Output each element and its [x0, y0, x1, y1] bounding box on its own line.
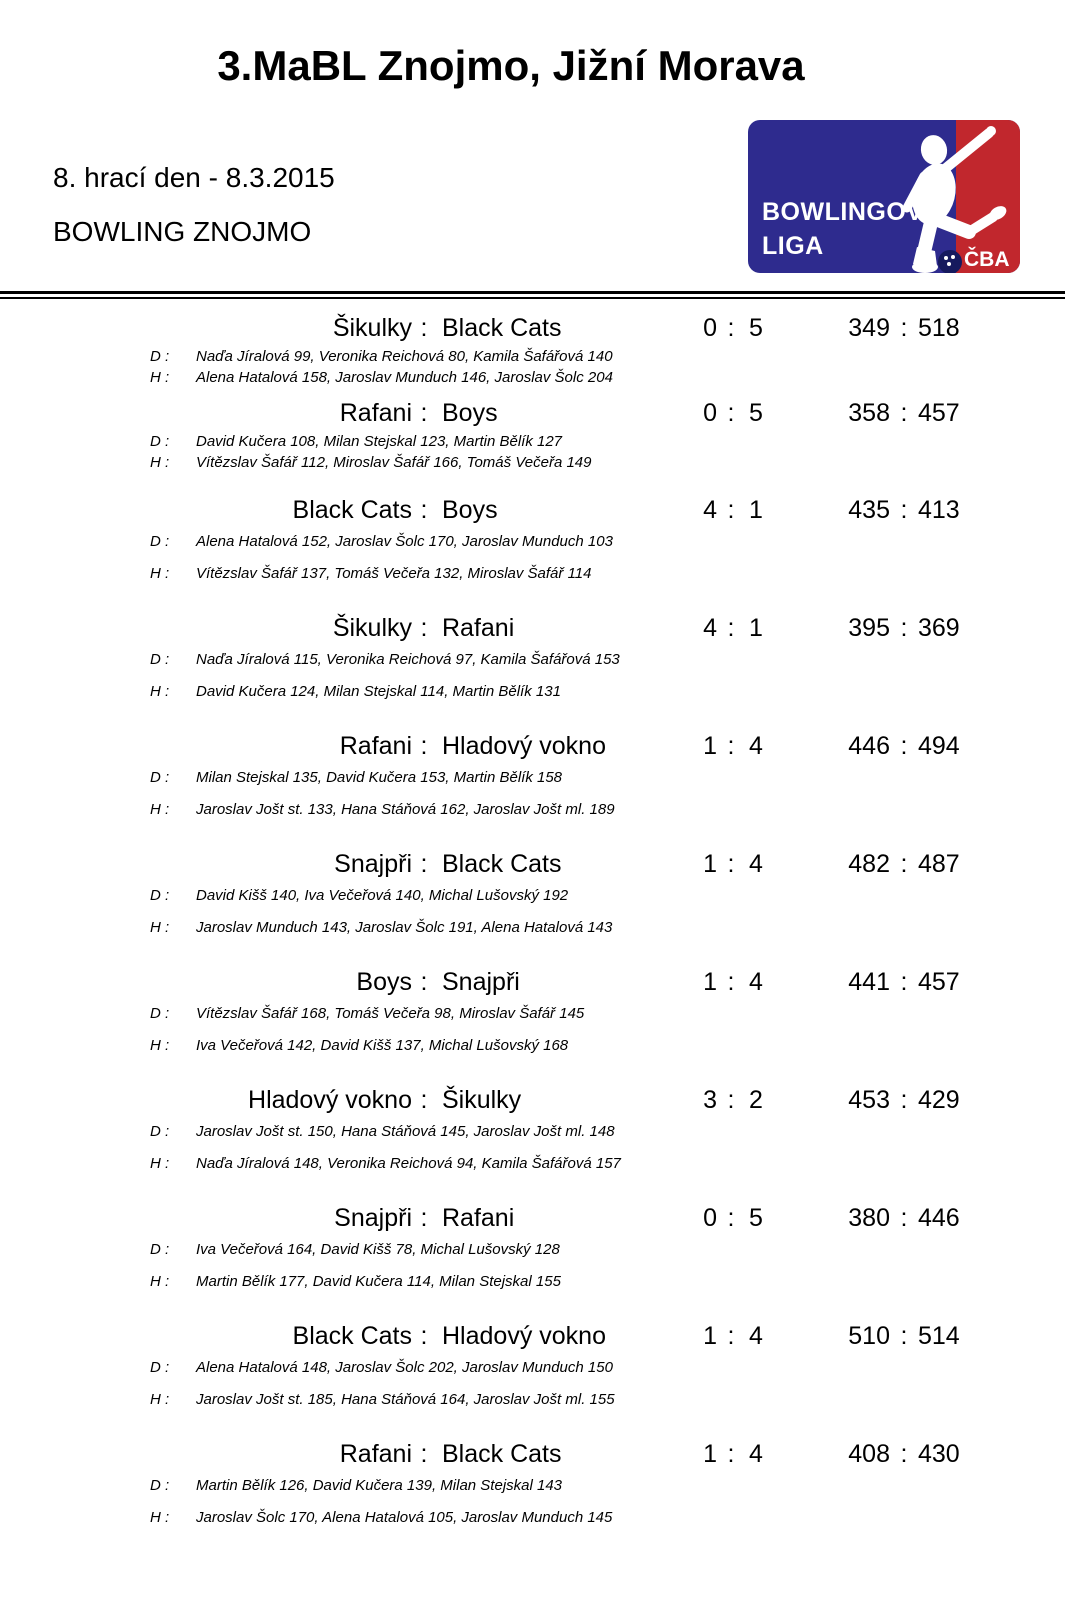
away-row-label: H : — [150, 1155, 170, 1172]
home-players-scores: Alena Hatalová 152, Jaroslav Šolc 170, Jaroslav Munduch 103 — [196, 533, 613, 550]
venue-name: BOWLING ZNOJMO — [53, 216, 312, 247]
home-team-name: Šikulky — [332, 614, 412, 642]
page-title: 3.MaBL Znojmo, Jižní Morava — [217, 42, 805, 89]
away-players-row — [0, 1272, 1065, 1291]
home-row-label: D : — [150, 348, 170, 365]
match-result-block — [0, 967, 1065, 1055]
away-row-label: H : — [150, 565, 170, 582]
home-team-name: Black Cats — [292, 1322, 412, 1350]
match-result-block — [0, 313, 1065, 387]
away-players-row — [0, 368, 1065, 387]
away-pinfall: 429 — [918, 1086, 960, 1114]
home-players-scores: Alena Hatalová 148, Jaroslav Šolc 202, Jaroslav Munduch 150 — [196, 1359, 613, 1376]
home-players-scores: Iva Večeřová 164, David Kišš 78, Michal Lušovský 128 — [196, 1241, 560, 1258]
home-players-scores: Milan Stejskal 135, David Kučera 153, Martin Bělík 158 — [196, 769, 563, 786]
points-separator-colon: : — [727, 1322, 735, 1350]
home-row-label: D : — [150, 533, 170, 550]
away-row-label: H : — [150, 1273, 170, 1290]
away-team-name: Boys — [442, 496, 498, 524]
pinfall-separator-colon: : — [900, 496, 908, 524]
home-points: 1 — [703, 1322, 717, 1350]
away-players-row — [0, 1508, 1065, 1527]
cba-badge-label: ČBA — [964, 248, 1010, 271]
away-points: 4 — [749, 1440, 763, 1468]
team-separator-colon: : — [420, 732, 428, 760]
match-result-block — [0, 613, 1065, 701]
away-points: 4 — [749, 850, 763, 878]
home-pinfall: 349 — [848, 314, 890, 342]
away-points: 5 — [749, 399, 763, 427]
away-points: 1 — [749, 496, 763, 524]
away-players-row — [0, 682, 1065, 701]
home-players-scores: Vítězslav Šafář 168, Tomáš Večeřa 98, Miroslav Šafář 145 — [196, 1005, 585, 1022]
away-team-name: Black Cats — [442, 850, 562, 878]
points-separator-colon: : — [727, 732, 735, 760]
home-pinfall: 395 — [848, 614, 890, 642]
match-title-row — [0, 731, 1065, 761]
away-row-label: H : — [150, 919, 170, 936]
team-separator-colon: : — [420, 968, 428, 996]
bowling-ball-icon — [938, 250, 962, 273]
away-players-scores: Vítězslav Šafář 112, Miroslav Šafář 166, Tomáš Večeřa 149 — [196, 454, 592, 471]
home-points: 0 — [703, 314, 717, 342]
team-separator-colon: : — [420, 1086, 428, 1114]
logo-text-line1: BOWLINGOVÁ — [762, 198, 942, 226]
team-separator-colon: : — [420, 614, 428, 642]
home-pinfall: 408 — [848, 1440, 890, 1468]
home-players-row — [0, 432, 1065, 451]
away-row-label: H : — [150, 1391, 170, 1408]
match-result-block — [0, 495, 1065, 583]
team-separator-colon: : — [420, 399, 428, 427]
pinfall-separator-colon: : — [900, 968, 908, 996]
home-players-row — [0, 650, 1065, 669]
away-row-label: H : — [150, 369, 170, 386]
away-team-name: Rafani — [442, 614, 515, 642]
home-players-row — [0, 1476, 1065, 1495]
match-title-row — [0, 398, 1065, 428]
logo-text-line2: LIGA — [762, 232, 824, 260]
team-separator-colon: : — [420, 1204, 428, 1232]
match-title-row — [0, 495, 1065, 525]
home-pinfall: 380 — [848, 1204, 890, 1232]
away-points: 1 — [749, 614, 763, 642]
home-players-row — [0, 768, 1065, 787]
header-divider-double-rule — [0, 291, 1065, 299]
home-team-name: Boys — [356, 968, 412, 996]
match-result-block — [0, 1085, 1065, 1173]
away-row-label: H : — [150, 683, 170, 700]
match-title-row — [0, 849, 1065, 879]
home-points: 4 — [703, 496, 717, 524]
team-separator-colon: : — [420, 1440, 428, 1468]
away-team-name: Black Cats — [442, 314, 562, 342]
away-players-scores: Martin Bělík 177, David Kučera 114, Milan Stejskal 155 — [196, 1273, 561, 1290]
match-result-block — [0, 398, 1065, 472]
away-team-name: Boys — [442, 399, 498, 427]
home-pinfall: 510 — [848, 1322, 890, 1350]
home-team-name: Rafani — [339, 1440, 412, 1468]
team-separator-colon: : — [420, 496, 428, 524]
away-points: 4 — [749, 1322, 763, 1350]
away-players-row — [0, 800, 1065, 819]
match-result-block — [0, 731, 1065, 819]
away-players-scores: David Kučera 124, Milan Stejskal 114, Martin Bělík 131 — [196, 683, 561, 700]
away-pinfall: 487 — [918, 850, 960, 878]
home-pinfall: 482 — [848, 850, 890, 878]
away-players-scores: Alena Hatalová 158, Jaroslav Munduch 146, Jaroslav Šolc 204 — [196, 369, 613, 386]
home-points: 1 — [703, 850, 717, 878]
away-row-label: H : — [150, 801, 170, 818]
points-separator-colon: : — [727, 399, 735, 427]
away-players-scores: Jaroslav Munduch 143, Jaroslav Šolc 191, Alena Hatalová 143 — [196, 919, 613, 936]
match-day-date: 8. hrací den - 8.3.2015 — [53, 162, 335, 193]
away-players-scores: Jaroslav Jošt st. 133, Hana Stáňová 162, Jaroslav Jošt ml. 189 — [196, 801, 615, 818]
away-players-row — [0, 453, 1065, 472]
home-team-name: Šikulky — [332, 314, 412, 342]
away-players-scores: Jaroslav Šolc 170, Alena Hatalová 105, Jaroslav Munduch 145 — [196, 1509, 613, 1526]
away-points: 4 — [749, 968, 763, 996]
away-pinfall: 413 — [918, 496, 960, 524]
away-team-name: Hladový vokno — [442, 1322, 606, 1350]
match-title-row — [0, 613, 1065, 643]
team-separator-colon: : — [420, 314, 428, 342]
match-title-row — [0, 1085, 1065, 1115]
home-players-row — [0, 532, 1065, 551]
home-pinfall: 435 — [848, 496, 890, 524]
match-result-block — [0, 1321, 1065, 1409]
home-row-label: D : — [150, 887, 170, 904]
home-team-name: Black Cats — [292, 496, 412, 524]
away-players-row — [0, 918, 1065, 937]
home-team-name: Hladový vokno — [248, 1086, 412, 1114]
home-points: 1 — [703, 732, 717, 760]
home-pinfall: 453 — [848, 1086, 890, 1114]
home-players-scores: Naďa Jíralová 115, Veronika Reichová 97, Kamila Šafářová 153 — [196, 651, 620, 668]
home-players-scores: Naďa Jíralová 99, Veronika Reichová 80, Kamila Šafářová 140 — [196, 348, 613, 365]
home-points: 3 — [703, 1086, 717, 1114]
home-players-row — [0, 1004, 1065, 1023]
home-row-label: D : — [150, 433, 170, 450]
away-pinfall: 518 — [918, 314, 960, 342]
away-pinfall: 494 — [918, 732, 960, 760]
pinfall-separator-colon: : — [900, 732, 908, 760]
match-title-row — [0, 1203, 1065, 1233]
pinfall-separator-colon: : — [900, 1440, 908, 1468]
home-points: 4 — [703, 614, 717, 642]
points-separator-colon: : — [727, 1204, 735, 1232]
away-pinfall: 457 — [918, 399, 960, 427]
points-separator-colon: : — [727, 314, 735, 342]
team-separator-colon: : — [420, 850, 428, 878]
away-players-scores: Naďa Jíralová 148, Veronika Reichová 94, Kamila Šafářová 157 — [196, 1155, 621, 1172]
away-pinfall: 457 — [918, 968, 960, 996]
home-pinfall: 358 — [848, 399, 890, 427]
away-pinfall: 430 — [918, 1440, 960, 1468]
pinfall-separator-colon: : — [900, 614, 908, 642]
points-separator-colon: : — [727, 1440, 735, 1468]
match-results-list — [0, 300, 1065, 1557]
match-title-row — [0, 313, 1065, 343]
home-points: 0 — [703, 399, 717, 427]
match-result-block — [0, 849, 1065, 937]
match-result-block — [0, 1203, 1065, 1291]
points-separator-colon: : — [727, 1086, 735, 1114]
team-separator-colon: : — [420, 1322, 428, 1350]
match-result-block — [0, 1439, 1065, 1527]
away-team-name: Snajpři — [442, 968, 520, 996]
home-row-label: D : — [150, 651, 170, 668]
home-points: 1 — [703, 1440, 717, 1468]
away-team-name: Black Cats — [442, 1440, 562, 1468]
away-players-row — [0, 1036, 1065, 1055]
home-players-row — [0, 347, 1065, 366]
away-team-name: Rafani — [442, 1204, 515, 1232]
home-team-name: Snajpři — [334, 850, 412, 878]
away-pinfall: 369 — [918, 614, 960, 642]
home-points: 1 — [703, 968, 717, 996]
home-pinfall: 446 — [848, 732, 890, 760]
away-points: 5 — [749, 1204, 763, 1232]
home-team-name: Rafani — [339, 399, 412, 427]
home-row-label: D : — [150, 769, 170, 786]
home-team-name: Rafani — [339, 732, 412, 760]
bowling-league-logo — [748, 120, 1020, 273]
away-players-scores: Iva Večeřová 142, David Kišš 137, Michal Lušovský 168 — [196, 1037, 569, 1054]
home-players-row — [0, 1240, 1065, 1259]
away-points: 5 — [749, 314, 763, 342]
points-separator-colon: : — [727, 968, 735, 996]
home-players-scores: Jaroslav Jošt st. 150, Hana Stáňová 145, Jaroslav Jošt ml. 148 — [196, 1123, 615, 1140]
home-players-scores: David Kišš 140, Iva Večeřová 140, Michal Lušovský 192 — [196, 887, 569, 904]
away-row-label: H : — [150, 1037, 170, 1054]
home-row-label: D : — [150, 1241, 170, 1258]
away-pinfall: 514 — [918, 1322, 960, 1350]
home-players-scores: Martin Bělík 126, David Kučera 139, Milan Stejskal 143 — [196, 1477, 563, 1494]
away-points: 4 — [749, 732, 763, 760]
home-row-label: D : — [150, 1359, 170, 1376]
pinfall-separator-colon: : — [900, 850, 908, 878]
pinfall-separator-colon: : — [900, 1086, 908, 1114]
away-players-scores: Vítězslav Šafář 137, Tomáš Večeřa 132, Miroslav Šafář 114 — [196, 565, 592, 582]
match-title-row — [0, 1439, 1065, 1469]
home-points: 0 — [703, 1204, 717, 1232]
points-separator-colon: : — [727, 614, 735, 642]
match-title-row — [0, 1321, 1065, 1351]
home-row-label: D : — [150, 1477, 170, 1494]
away-players-row — [0, 1154, 1065, 1173]
away-players-row — [0, 564, 1065, 583]
away-players-scores: Jaroslav Jošt st. 185, Hana Stáňová 164, Jaroslav Jošt ml. 155 — [196, 1391, 615, 1408]
pinfall-separator-colon: : — [900, 1204, 908, 1232]
home-pinfall: 441 — [848, 968, 890, 996]
home-row-label: D : — [150, 1005, 170, 1022]
away-team-name: Šikulky — [442, 1086, 522, 1114]
home-players-row — [0, 1122, 1065, 1141]
away-team-name: Hladový vokno — [442, 732, 606, 760]
home-players-scores: David Kučera 108, Milan Stejskal 123, Martin Bělík 127 — [196, 433, 563, 450]
home-players-row — [0, 1358, 1065, 1377]
home-players-row — [0, 886, 1065, 905]
away-row-label: H : — [150, 1509, 170, 1526]
pinfall-separator-colon: : — [900, 399, 908, 427]
away-pinfall: 446 — [918, 1204, 960, 1232]
pinfall-separator-colon: : — [900, 1322, 908, 1350]
away-row-label: H : — [150, 454, 170, 471]
away-players-row — [0, 1390, 1065, 1409]
points-separator-colon: : — [727, 496, 735, 524]
points-separator-colon: : — [727, 850, 735, 878]
away-points: 2 — [749, 1086, 763, 1114]
home-team-name: Snajpři — [334, 1204, 412, 1232]
pinfall-separator-colon: : — [900, 314, 908, 342]
home-row-label: D : — [150, 1123, 170, 1140]
match-title-row — [0, 967, 1065, 997]
